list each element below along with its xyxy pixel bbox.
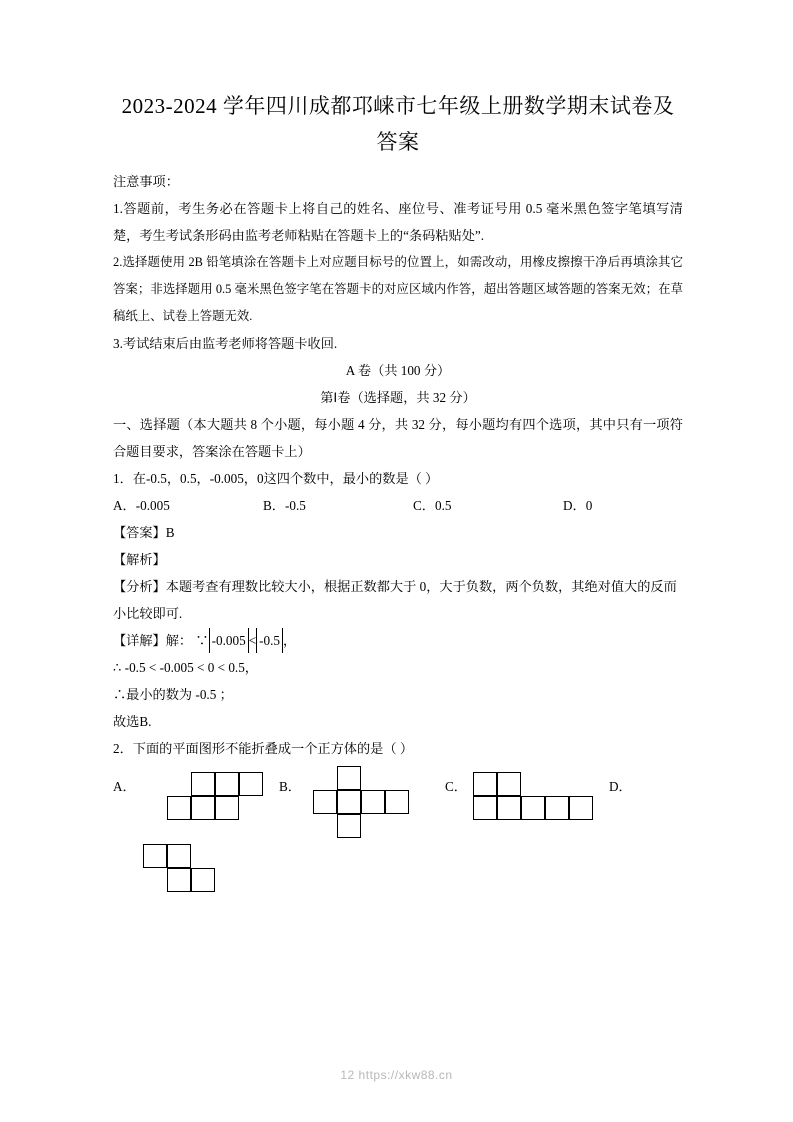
grid-cell	[385, 790, 409, 814]
q1-option-b	[263, 492, 413, 519]
q1-answer: 【答案】B	[113, 525, 175, 540]
document-content	[113, 88, 683, 924]
grid-cell	[167, 796, 191, 820]
q2-option-c-label: C．	[445, 779, 467, 794]
grid-cell	[473, 796, 497, 820]
grid-cell	[215, 772, 239, 796]
grid-cell	[191, 772, 215, 796]
q1-option-c-letter: C．	[413, 498, 435, 513]
q1-prefix: 在	[132, 471, 146, 486]
notice-item-3: 3.考试结束后由监考老师将答题卡收回.	[113, 336, 338, 351]
grid-cell	[215, 796, 239, 820]
grid-cell	[191, 868, 215, 892]
q1-detail-because: ∵	[195, 633, 209, 648]
grid-cell	[167, 844, 191, 868]
grid-cell	[337, 790, 361, 814]
page-title: 2023-2024 学年四川成都邛崃市七年级上册数学期末试卷及答案	[121, 94, 675, 154]
section-part1-heading: 第Ⅰ卷（选择题，共 32 分）	[320, 390, 476, 405]
question-2-stem	[113, 735, 683, 762]
grid-cell	[239, 772, 263, 796]
grid-cell	[473, 772, 497, 796]
grid-cell	[497, 772, 521, 796]
q1-value-1: -0.5	[145, 471, 167, 486]
q1-analysis-text: 本题考查有理数比较大小，根据正数都大于 0，大于负数，两个负数，其绝对值大的反而小比较即可.	[113, 579, 677, 621]
q1-analysis	[113, 573, 683, 627]
question-1-stem: 1．在-0.5，0.5，-0.005，0这四个数中，最小的数是（ ）	[113, 471, 439, 486]
grid-cell	[167, 868, 191, 892]
question-2-figures	[113, 764, 683, 924]
grid-cell	[521, 796, 545, 820]
grid-cell	[545, 796, 569, 820]
q1-abs-1: -0.005	[209, 627, 249, 654]
q1-detail-line-4: 故选B.	[113, 714, 152, 729]
q1-option-b-letter: B．	[263, 498, 285, 513]
notice-item-2: 2.选择题使用 2B 铅笔填涂在答题卡上对应题目标号的位置上，如需改动，用橡皮擦擦干净后再填涂其它答案；非选择题用 0.5 毫米黑色签字笔在答题卡的对应区域内作答，超出答题区域答题的答案无效；在草稿纸上、试卷上答题无效.	[113, 255, 683, 323]
q1-suffix: 这四个数中，最小的数是（ ）	[263, 471, 439, 486]
grid-cell	[337, 814, 361, 838]
q2-text: 下面的平面图形不能折叠成一个正方体的是（ ）	[132, 741, 414, 756]
grid-cell	[497, 796, 521, 820]
grid-cell	[337, 766, 361, 790]
q2-option-d-label: D．	[609, 779, 632, 794]
q1-detail-lt: <	[248, 633, 257, 648]
q1-option-c-value: 0.5	[434, 498, 452, 513]
q1-option-d-letter: D．	[563, 498, 586, 513]
section-a-heading: A 卷（共 100 分）	[345, 363, 451, 378]
q2-option-b-label: B．	[279, 779, 301, 794]
q1-abs-2: -0.5	[256, 627, 283, 654]
q2-option-a-label: A．	[113, 779, 136, 794]
q1-analysis-label: 【解析】	[113, 552, 166, 567]
q1-value-2: 0.5	[180, 471, 197, 486]
q1-option-b-value: -0.5	[284, 498, 306, 513]
question-1-options	[113, 492, 683, 519]
q1-detail-line-3: ∴最小的数为 -0.5 ；	[113, 687, 233, 702]
q1-option-d-value: 0	[585, 498, 593, 513]
grid-cell	[569, 796, 593, 820]
q1-analysis-head: 【分析】	[113, 579, 166, 594]
grid-cell	[313, 790, 337, 814]
q1-value-4: 0	[256, 471, 264, 486]
q1-number: 1．	[113, 471, 133, 486]
q1-detail-line-2: ∴ -0.5 < -0.005 < 0 < 0.5，	[113, 660, 258, 675]
q1-option-a-value: -0.005	[135, 498, 170, 513]
page-footer: 12 https://xkw88.cn	[340, 1068, 453, 1082]
q1-option-c	[413, 492, 563, 519]
q1-option-d	[563, 492, 663, 519]
notice-item-1: 1.答题前，考生务必在答题卡上将自己的姓名、座位号、准考证号用 0.5 毫米黑色签字笔填写清楚，考生考试条形码由监考老师粘贴在答题卡上的“条码粘贴处”.	[113, 201, 683, 243]
part1-instruction: 一、选择题（本大题共 8 个小题，每小题 4 分，共 32 分，每小题均有四个选项，其中只有一项符合题目要求，答案涂在答题卡上）	[113, 417, 683, 459]
q1-option-a-letter: A．	[113, 498, 136, 513]
q1-detail-line-1	[113, 627, 683, 654]
grid-cell	[361, 790, 385, 814]
q1-detail-comma: ，	[283, 633, 297, 648]
grid-cell	[191, 796, 215, 820]
q1-detail-label: 【详解】解：	[113, 633, 193, 648]
notice-heading: 注意事项：	[113, 174, 179, 189]
q1-option-a	[113, 492, 263, 519]
grid-cell	[143, 844, 167, 868]
q1-value-3: -0.005	[209, 471, 244, 486]
q2-number: 2．	[113, 741, 133, 756]
